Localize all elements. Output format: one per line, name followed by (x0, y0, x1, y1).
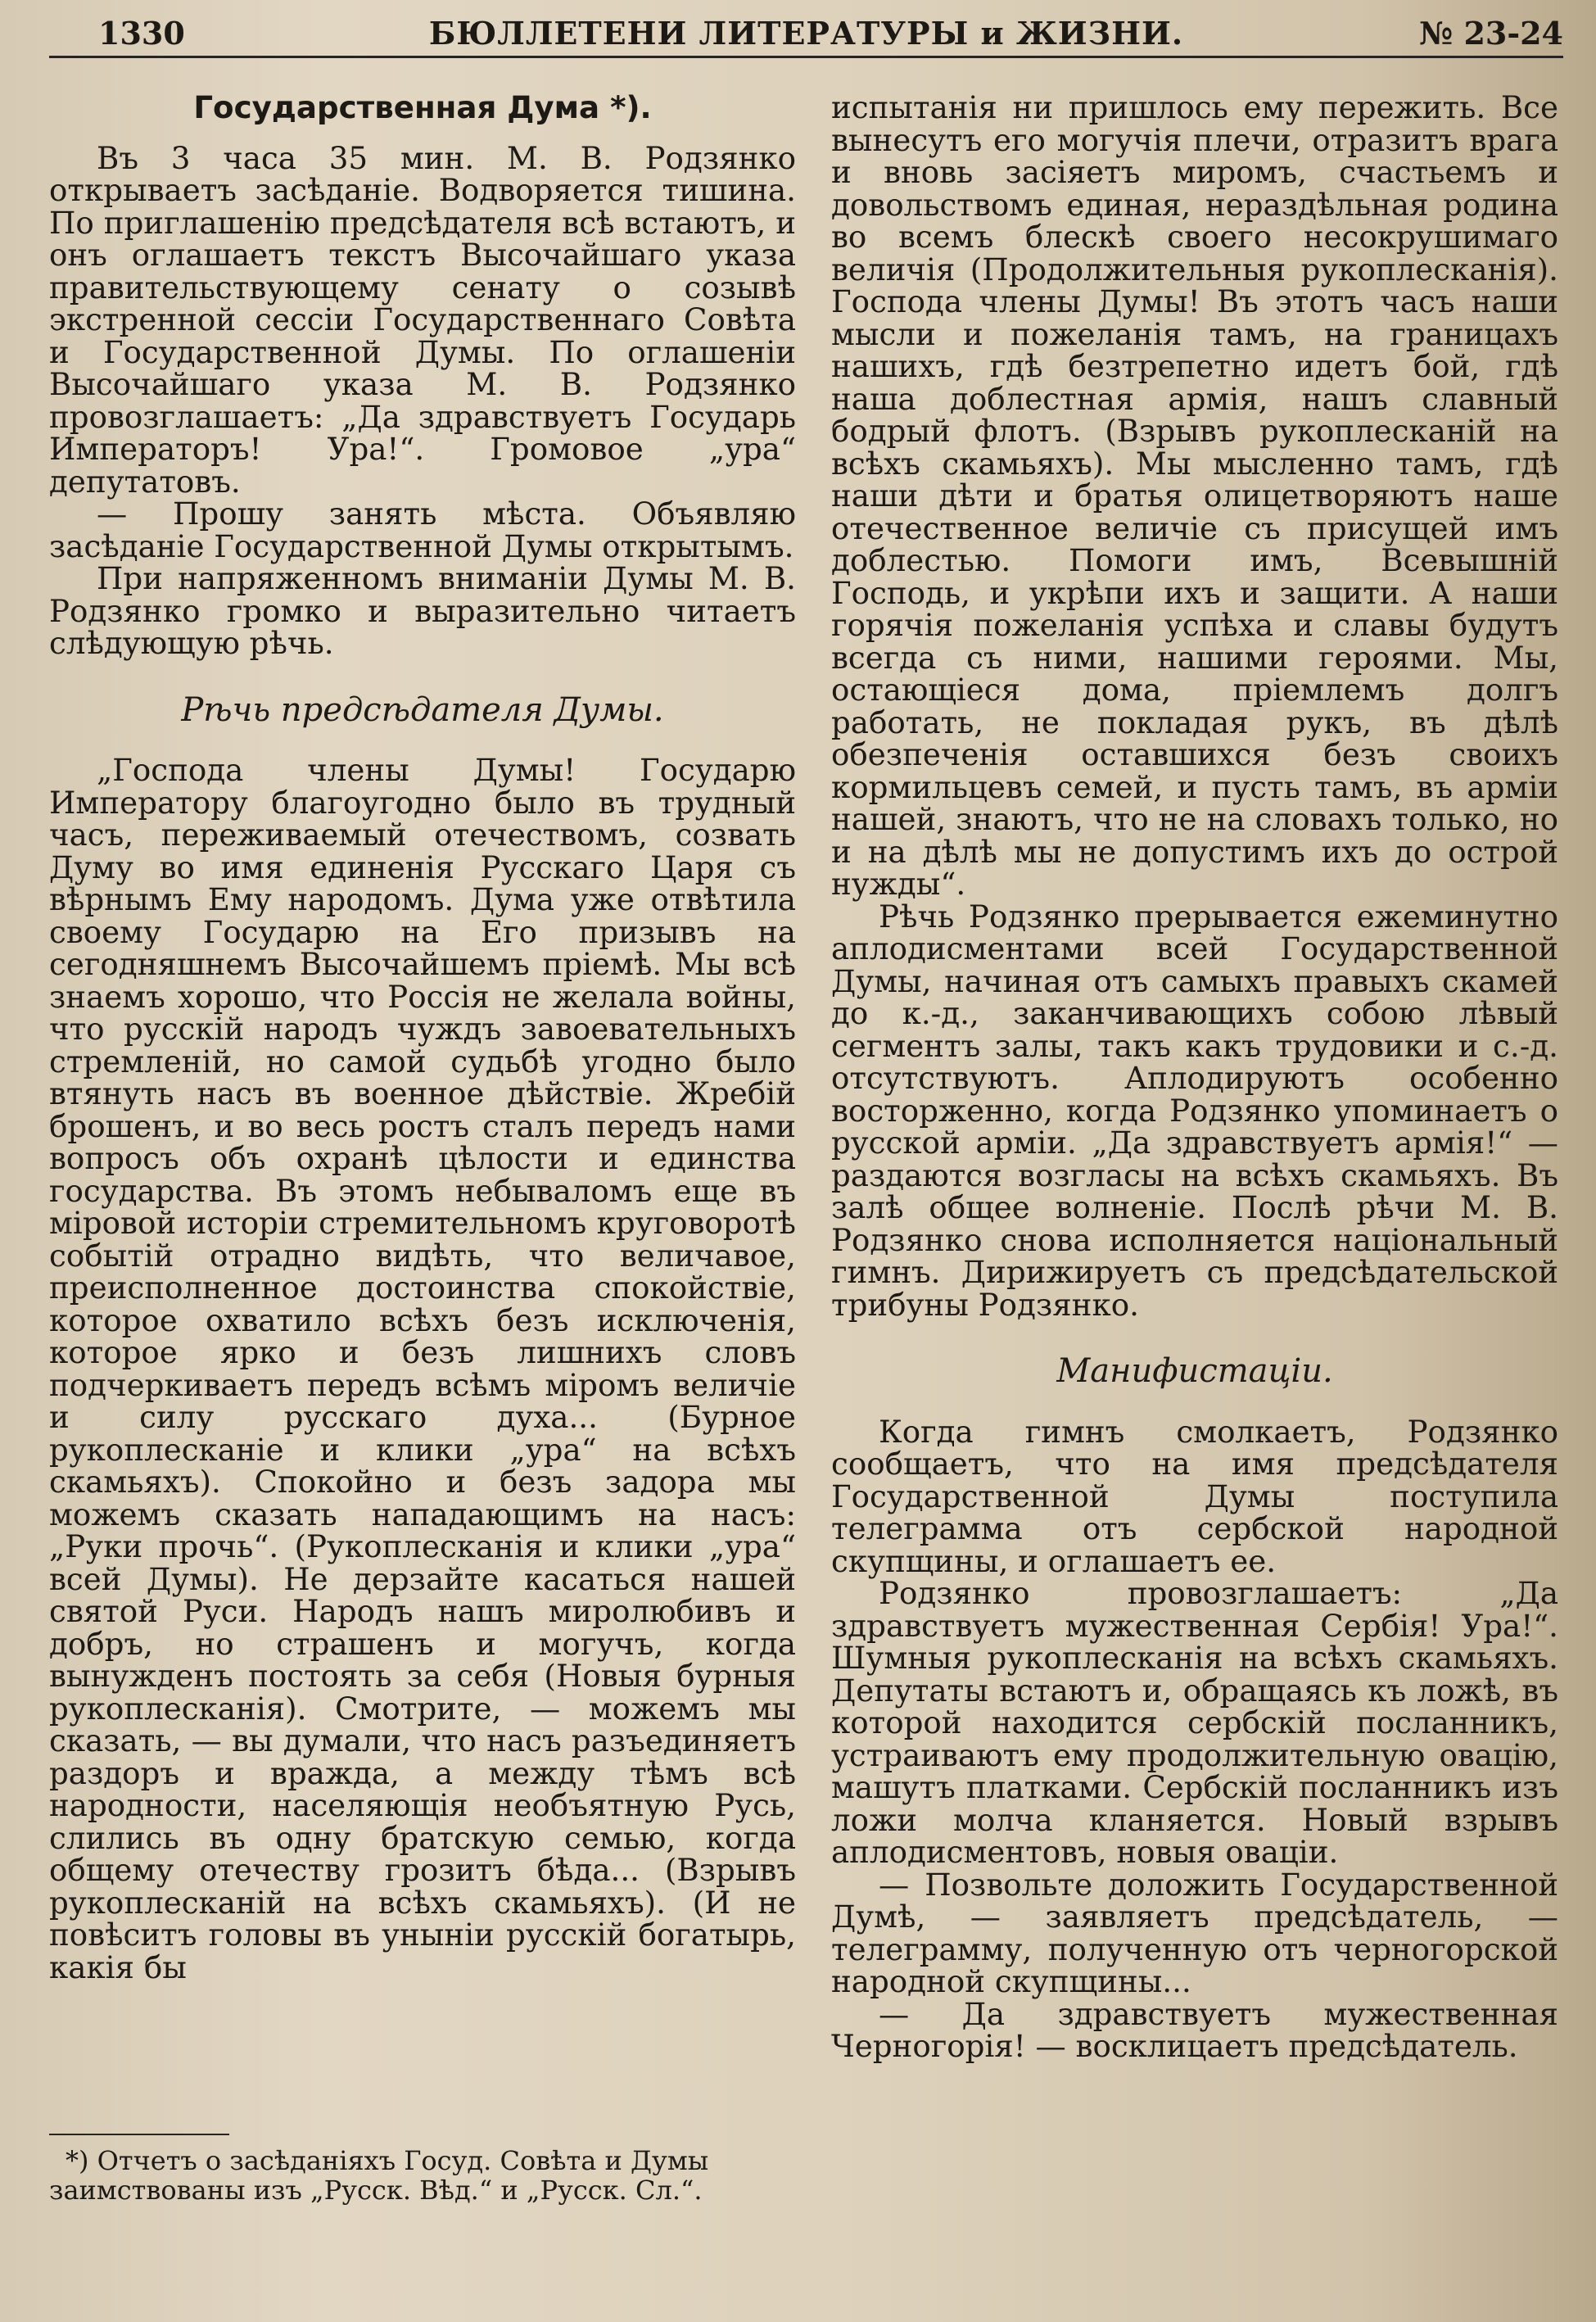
article-title: Государственная Дума *). (193, 89, 652, 125)
paragraph-montenegro: — Позвольте доложить Государственной Думѣ, — заявляетъ предсѣдатель, — телеграмму, полученную отъ черногорской народной скупщины... (831, 1866, 1558, 1999)
paragraph-serbia: Родзянко провозглашаетъ: „Да здравствуетъ мужественная Сербія! Ура!“. Шумныя рукоплесканія на всѣхъ скамьяхъ. Депутаты встаютъ и, обращаясь къ ложѣ, въ которой находится сербскій посланникъ, устраиваютъ ему продолжительную овацію, машутъ платками. Сербскій посланникъ изъ ложи молча кланяется. Новый взрывъ аплодисментовъ, новыя оваціи. (831, 1575, 1558, 1870)
section-heading: Манифистаціи. (1056, 1352, 1333, 1390)
footnote-rule (49, 2134, 229, 2135)
issue-number: № 23-24 (1418, 15, 1563, 52)
right-column (831, 89, 1558, 2064)
paragraph-opening-2: — Прошу занять мѣста. Объявляю засѣданіе Государственной Думы открытымъ. (49, 496, 796, 564)
paragraph-closing: — Да здравствуетъ мужественная Черногорія! — восклицаетъ предсѣдатель. (831, 1995, 1558, 2064)
left-column (49, 89, 796, 1985)
page-header (49, 15, 1563, 56)
header-rule (49, 56, 1563, 58)
page-number: 1330 (98, 15, 185, 52)
speech-text: „Господа члены Думы! Государю Императору благоугодно было въ трудный часъ, переживаемый отечествомъ, созвать Думу во имя единенія Русскаго Царя съ вѣрнымъ Ему народомъ. Дума уже отвѣтила своему Государю на Его призывъ на сегодняшнемъ Высочайшемъ пріемѣ. Мы всѣ знаемъ хорошо, что Россія не желала войны, что русскій народъ чуждъ завоевательныхъ стремленій, но самой судьбѣ угодно было втянуть насъ въ военное дѣйствіе. Жребій брошенъ, и во весь ростъ сталъ передъ нами вопросъ объ охранѣ цѣлости и единства государства. Въ этомъ небываломъ еще въ міровой исторіи стремительномъ круговоротѣ событій отрадно видѣть, что величавое, преисполненное достоинства спокойствіе, которое охватило всѣхъ безъ исключенія, которое ярко и безъ лишнихъ словъ подчеркиваетъ передъ всѣмъ міромъ величіе и силу русскаго духа... (Бурное рукоплесканіе и клики „ура“ на всѣхъ скамьяхъ). Спокойно и безъ задора мы можемъ сказать нападающимъ на насъ: „Руки прочь“. (Рукоплесканія и клики „ура“ всей Думы). Не дерзайте касаться нашей святой Руси. Народъ нашъ миролюбивъ и добръ, но страшенъ и могучъ, когда вынужденъ постоять за себя (Новыя бурныя рукоплесканія). Смотрите, — можемъ мы сказать, — вы думали, что насъ разъединяетъ раздоръ и вражда, а между тѣмъ всѣ народности, населяющія необъятную Русь, слились въ одну братскую семью, когда общему отечеству грозитъ бѣда... (Взрывъ рукоплесканій на всѣхъ скамьяхъ). (И не повѣситъ головы въ уныніи русскій богатырь, какія бы (49, 752, 796, 1985)
paragraph-telegram: Когда гимнъ смолкаетъ, Родзянко сообщаетъ, что на имя предсѣдателя Государственной Думы поступила телеграмма отъ сербской народной скупщины, и оглашаетъ ее. (831, 1413, 1558, 1579)
footnote: *) Отчетъ о засѣданіяхъ Госуд. Совѣта и Думы заимствованы изъ „Русск. Вѣд.“ и „Русск. Сл.“. (49, 2145, 709, 2206)
paragraph-opening: Въ 3 часа 35 мин. М. В. Родзянко открываетъ засѣданіе. Водворяется тишина. По приглашенію предсѣдателя всѣ встаютъ, и онъ оглашаетъ текстъ Высочайшаго указа правительствующему сенату о созывѣ экстренной сессіи Государственнаго Совѣта и Государственной Думы. По оглашеніи Высочайшаго указа М. В. Родзянко провозглашаетъ: „Да здравствуетъ Государь Императоръ! Ура!“. Громовое „ура“ депутатовъ. (49, 139, 796, 500)
paragraph-applause: Рѣчь Родзянко прерывается ежеминутно аплодисментами всей Государственной Думы, начиная отъ самыхъ правыхъ скамей до к.-д., заканчивающихъ собою лѣвый сегментъ залы, такъ какъ трудовики и с.-д. отсутствуютъ. Аплодируютъ особенно восторженно, когда Родзянко упоминаетъ о русской арміи. „Да здравствуетъ армія!“ — раздаются возгласы на всѣхъ скамьяхъ. Въ залѣ общее волненіе. Послѣ рѣчи М. В. Родзянко снова исполняется національный гимнъ. Дирижируетъ съ предсѣдательской трибуны Родзянко. (831, 898, 1558, 1323)
paragraph-opening-3: При напряженномъ вниманіи Думы М. В. Родзянко громко и выразительно читаетъ слѣдующую рѣчь. (49, 560, 796, 661)
speech-continuation: испытанія ни пришлось ему пережить. Все вынесутъ его могучія плечи, отразитъ врага и вновь засіяетъ миромъ, счастьемъ и довольствомъ единая, нераздѣльная родина во всемъ блескѣ своего несокрушимаго величія (Продолжительныя рукоплесканія). Господа члены Думы! Въ этотъ часъ наши мысли и пожеланія тамъ, на границахъ нашихъ, гдѣ безтрепетно идетъ бой, гдѣ наша доблестная армія, нашъ славный бодрый флотъ. (Взрывъ рукоплесканій на всѣхъ скамьяхъ). Мы мысленно тамъ, гдѣ наши дѣти и братья олицетворяютъ наше отечественное величіе съ присущей имъ доблестью. Помоги имъ, Всевышній Господь, и укрѣпи ихъ и защити. А наши горячія пожеланія успѣха и славы будутъ всегда съ ними, нашими героями. Мы, остающіеся дома, пріемлемъ долгъ работать, не покладая рукъ, въ дѣлѣ обезпеченія оставшихся безъ своихъ кормильцевъ семей, и пусть тамъ, въ арміи нашей, знаютъ, что не на словахъ только, но и на дѣлѣ мы не допустимъ ихъ до острой нужды“. (831, 89, 1558, 902)
speech-heading: Рѣчь предсѣдателя Думы. (181, 690, 664, 729)
running-title: БЮЛЛЕТЕНИ ЛИТЕРАТУРЫ и ЖИЗНИ. (428, 15, 1184, 52)
